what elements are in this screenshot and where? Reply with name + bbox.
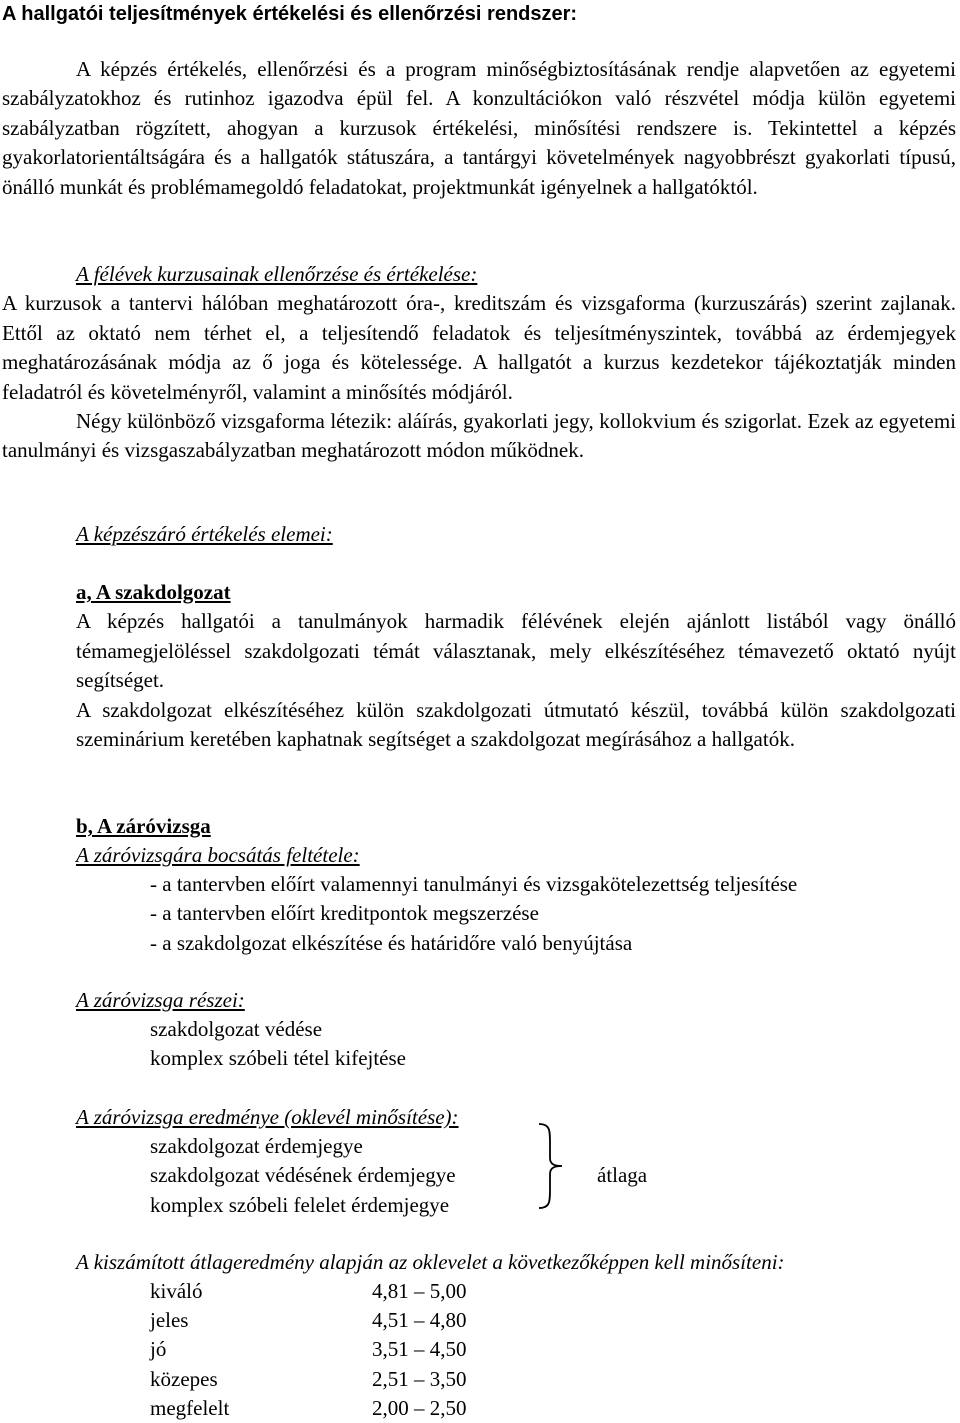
final-heading-block [76,520,956,549]
table-row [150,1277,550,1306]
grading-heading: A kiszámított átlageredmény alapján az oklevelet a következőképpen kell minősíteni: [76,1250,785,1274]
parts-heading: A záróvizsga részei: [76,988,245,1012]
list-item: - a tantervben előírt kreditpontok megszerzése [150,901,539,926]
exam-title: b, A záróvizsga [76,814,211,838]
parts-list [150,1015,406,1074]
list-item: - a tantervben előírt valamennyi tanulmányi és vizsgakötelezettség teljesítése [150,872,798,896]
thesis-section [76,578,956,754]
list-item: - a szakdolgozat elkészítése és határidőre való benyújtása [150,930,633,955]
thesis-paragraph-1: A képzés hallgatói a tanulmányok harmadik félévének elején ajánlott listából vagy önálló témamegjelöléssel szakdolgozati témát választanak, mely elkészítéséhez témavezető oktató nyújt segítséget. [76,609,956,693]
grade-name: jeles [150,1308,189,1333]
grade-name: kiváló [150,1279,203,1303]
result-heading-block [76,1103,956,1132]
grade-range: 2,51 – 3,50 [372,1366,467,1391]
grade-name: közepes [150,1366,218,1391]
parts-heading-block [76,986,956,1015]
list-item: szakdolgozat érdemjegye [150,1134,363,1158]
table-row [150,1306,550,1335]
grade-range: 4,51 – 4,80 [372,1308,467,1333]
final-heading: A képzészáró értékelés elemei: [76,522,333,546]
table-row [150,1394,550,1423]
grading-heading-block [76,1248,956,1277]
exam-forms-text: Négy különböző vizsgaforma létezik: aláírás, gyakorlati jegy, kollokvium és szigorlat. Ezek az egyetemi tanulmányi és vizsgaszabályzatban meghatározott módon működnek. [2,409,956,463]
curly-brace-icon [536,1120,566,1212]
semester-body: A kurzusok a tantervi hálóban meghatározott óra-, kreditszám és vizsgaforma (kurzuszárás) szerint zajlanak. Ettől az oktató nem térhet el, a teljesítendő feladatok és teljesítményszintek, továbbá az érdemjegyek meghatározásának módja az ő joga és kötelessége. A hallgatót a kurzus kezdetekor tájékoztatják minden feladatról és követelményről, valamint a minősítés módjáról. [2,291,956,404]
grade-range: 2,00 – 2,50 [372,1395,467,1420]
exam-section [76,812,956,871]
page-title: A hallgatói teljesítmények értékelési és ellenőrzési rendszer: [2,3,578,25]
grade-name: jó [150,1337,167,1362]
semester-section [2,260,956,466]
result-heading: A záróvizsga eredménye (oklevél minősítése): [76,1105,459,1129]
result-list [150,1132,456,1220]
list-item: szakdolgozat védése [150,1017,323,1041]
grade-name: megfelelt [150,1395,230,1420]
thesis-paragraph-2: A szakdolgozat elkészítéséhez külön szakdolgozati útmutató készül, továbbá külön szakdolgozati szeminárium keretében kaphatnak segítséget a szakdolgozat megírásához a hallgatók. [76,697,956,752]
conditions-heading: A záróvizsgára bocsátás feltétele: [76,843,360,868]
average-label: átlaga [597,1163,648,1187]
intro-text: A képzés értékelés, ellenőrzési és a program minőségbiztosításának rendje alapvetően az egyetemi szabályzatokhoz és rutinhoz igazodva épül fel. A konzultációkon való részvétel módja külön egyetemi szabályzatban rögzített, ahogyan a kurzusok értékelési, minősítési rendszere is. Tekintettel a képzés gyakorlatorientáltságára és a hallgatók státuszára, a tantárgyi követelmények nagyobbrészt gyakorlati típusú, önálló munkát és problémamegoldó feladatokat, projektmunkát igényelnek a hallgatóktól. [2,57,956,199]
table-row [150,1365,550,1394]
grade-range: 4,81 – 5,00 [372,1279,467,1303]
grade-range: 3,51 – 4,50 [372,1337,467,1362]
list-item: komplex szóbeli felelet érdemjegye [150,1192,450,1217]
semester-heading: A félévek kurzusainak ellenőrzése és értékelése: [76,262,478,286]
conditions-list [150,870,797,958]
list-item: komplex szóbeli tétel kifejtése [150,1046,406,1071]
thesis-title: a, A szakdolgozat [76,580,231,604]
table-row [150,1335,550,1364]
list-item: szakdolgozat védésének érdemjegye [150,1163,456,1188]
intro-paragraph [2,55,956,202]
